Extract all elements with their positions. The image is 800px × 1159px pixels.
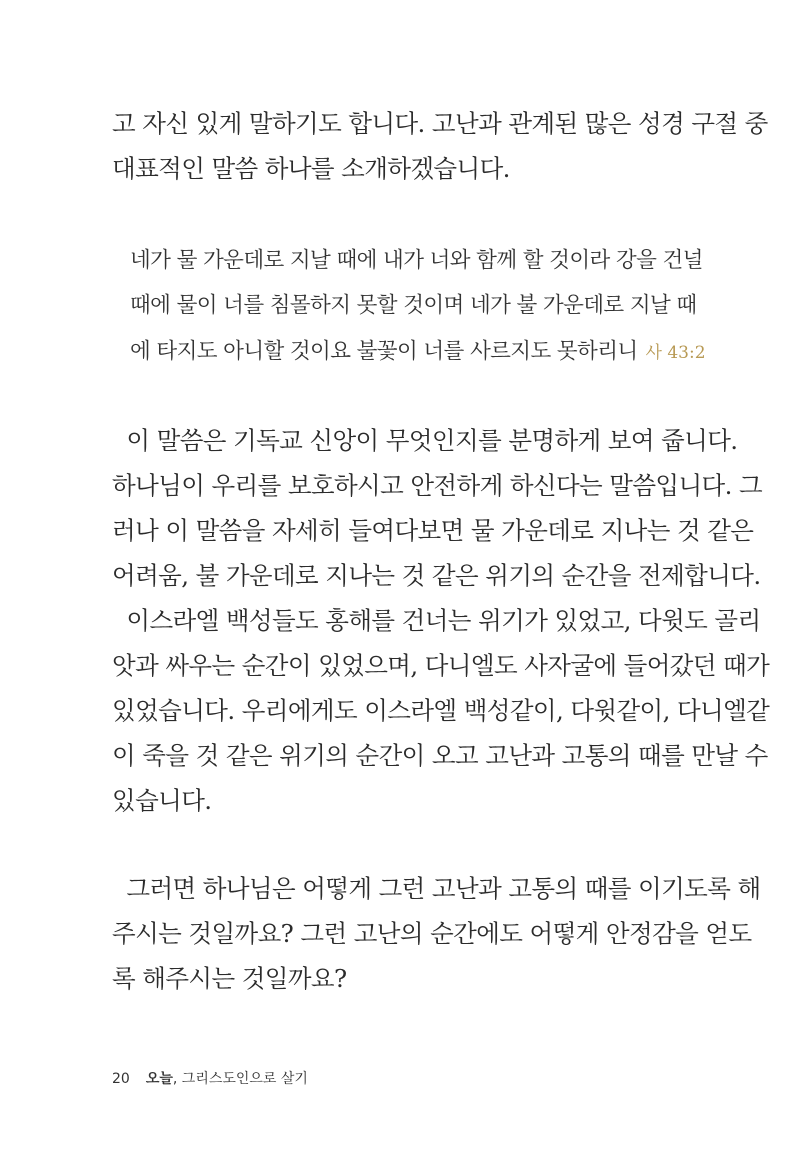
quote-line-with-reference	[130, 334, 706, 365]
body-line: 앗과 싸우는 순간이 있었으며, 다니엘도 사자굴에 들어갔던 때가	[112, 651, 770, 680]
quote-line: 네가 물 가운데로 지날 때에 내가 너와 함께 할 것이라 강을 건널	[130, 248, 703, 273]
body-line: 이스라엘 백성들도 홍해를 건너는 위기가 있었고, 다윗도 골리	[112, 606, 761, 635]
body-line: 있었습니다. 우리에게도 이스라엘 백성같이, 다윗같이, 다니엘같	[112, 696, 770, 725]
book-title-rest: , 그리스도인으로 살기	[172, 1071, 308, 1087]
page-number: 20	[112, 1071, 130, 1087]
quote-line: 때에 물이 너를 침몰하지 못할 것이며 네가 불 가운데로 지날 때	[130, 293, 697, 318]
body-line: 하나님이 우리를 보호하시고 안전하게 하신다는 말씀입니다. 그	[112, 471, 763, 500]
body-line: 록 해주시는 것일까요?	[112, 964, 347, 993]
body-line: 대표적인 말씀 하나를 소개하겠습니다.	[112, 154, 510, 183]
body-line: 주시는 것일까요? 그런 고난의 순간에도 어떻게 안정감을 얻도	[112, 919, 752, 948]
body-line: 러나 이 말씀을 자세히 들여다보면 물 가운데로 지나는 것 같은	[112, 516, 754, 545]
book-title-bold: 오늘	[145, 1071, 173, 1087]
body-line: 이 죽을 것 같은 위기의 순간이 오고 고난과 고통의 때를 만날 수	[112, 741, 768, 770]
body-line: 고 자신 있게 말하기도 합니다. 고난과 관계된 많은 성경 구절 중	[112, 109, 768, 138]
quote-line-text: 에 타지도 아니할 것이요 불꽃이 너를 사르지도 못하리니	[130, 339, 638, 364]
body-line: 어려움, 불 가운데로 지나는 것 같은 위기의 순간을 전제합니다.	[112, 561, 761, 590]
body-line: 이 말씀은 기독교 신앙이 무엇인지를 분명하게 보여 줍니다.	[112, 426, 738, 455]
body-line: 있습니다.	[112, 786, 212, 815]
scripture-reference: 사 43:2	[645, 343, 706, 363]
page-footer	[112, 1068, 308, 1088]
body-line: 그러면 하나님은 어떻게 그런 고난과 고통의 때를 이기도록 해	[112, 874, 761, 903]
